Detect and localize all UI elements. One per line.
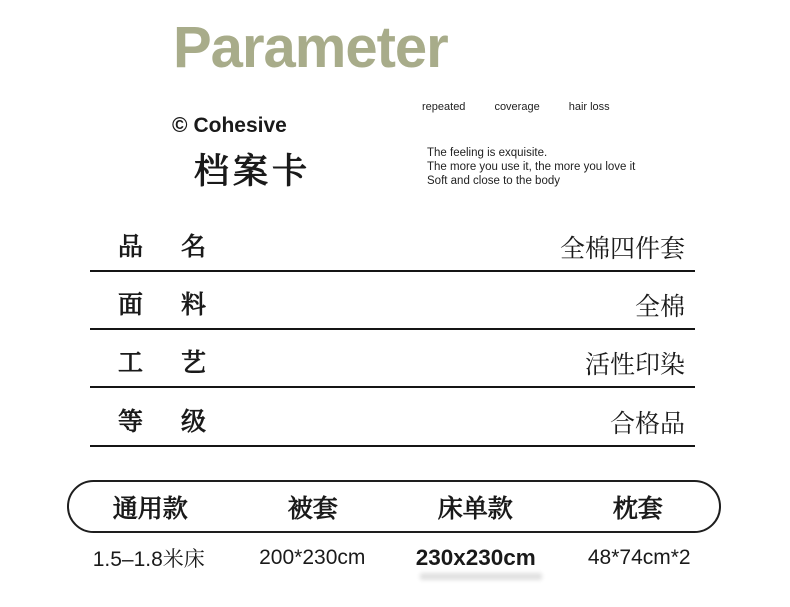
spec-row-grade <box>90 403 695 447</box>
spec-label: 面 料 <box>118 291 206 319</box>
spec-value: 全棉四件套 <box>559 235 685 263</box>
tagline <box>427 146 635 188</box>
brand-name: Cohesive <box>193 114 287 137</box>
size-value: 200*230cm <box>259 546 366 569</box>
ghost-reflection <box>420 573 542 580</box>
size-header: 被套 <box>287 494 338 523</box>
size-chart-header <box>67 480 721 533</box>
size-value: 48*74cm*2 <box>587 546 691 569</box>
spec-row-product-name <box>90 228 695 272</box>
brand <box>172 114 287 138</box>
tagline-line: Soft and close to the body <box>427 175 560 187</box>
size-header: 通用款 <box>112 494 188 523</box>
size-value: 1.5–1.8米床 <box>92 548 205 571</box>
size-header: 枕套 <box>612 494 663 523</box>
size-chart-values <box>67 543 721 573</box>
keyword: repeated <box>422 101 466 113</box>
size-header: 床单款 <box>437 494 513 523</box>
keyword: hair loss <box>568 101 610 113</box>
spec-value: 全棉 <box>634 293 685 321</box>
card-title: 档案卡 <box>194 152 312 191</box>
tagline-line: The more you use it, the more you love it <box>427 161 636 173</box>
spec-row-craft <box>90 344 695 388</box>
spec-label: 等 级 <box>118 408 206 436</box>
spec-row-fabric <box>90 286 695 330</box>
tagline-line: The feeling is exquisite. <box>427 147 548 159</box>
keyword: coverage <box>494 101 540 113</box>
page-title: Parameter <box>173 15 448 80</box>
spec-value: 合格品 <box>609 410 685 438</box>
keyword-strip <box>422 101 610 113</box>
spec-label: 工 艺 <box>118 349 206 377</box>
spec-value: 活性印染 <box>584 351 685 379</box>
spec-label: 品 名 <box>118 233 206 261</box>
copyright-icon: © <box>172 114 188 137</box>
size-value: 230x230cm <box>415 545 536 570</box>
